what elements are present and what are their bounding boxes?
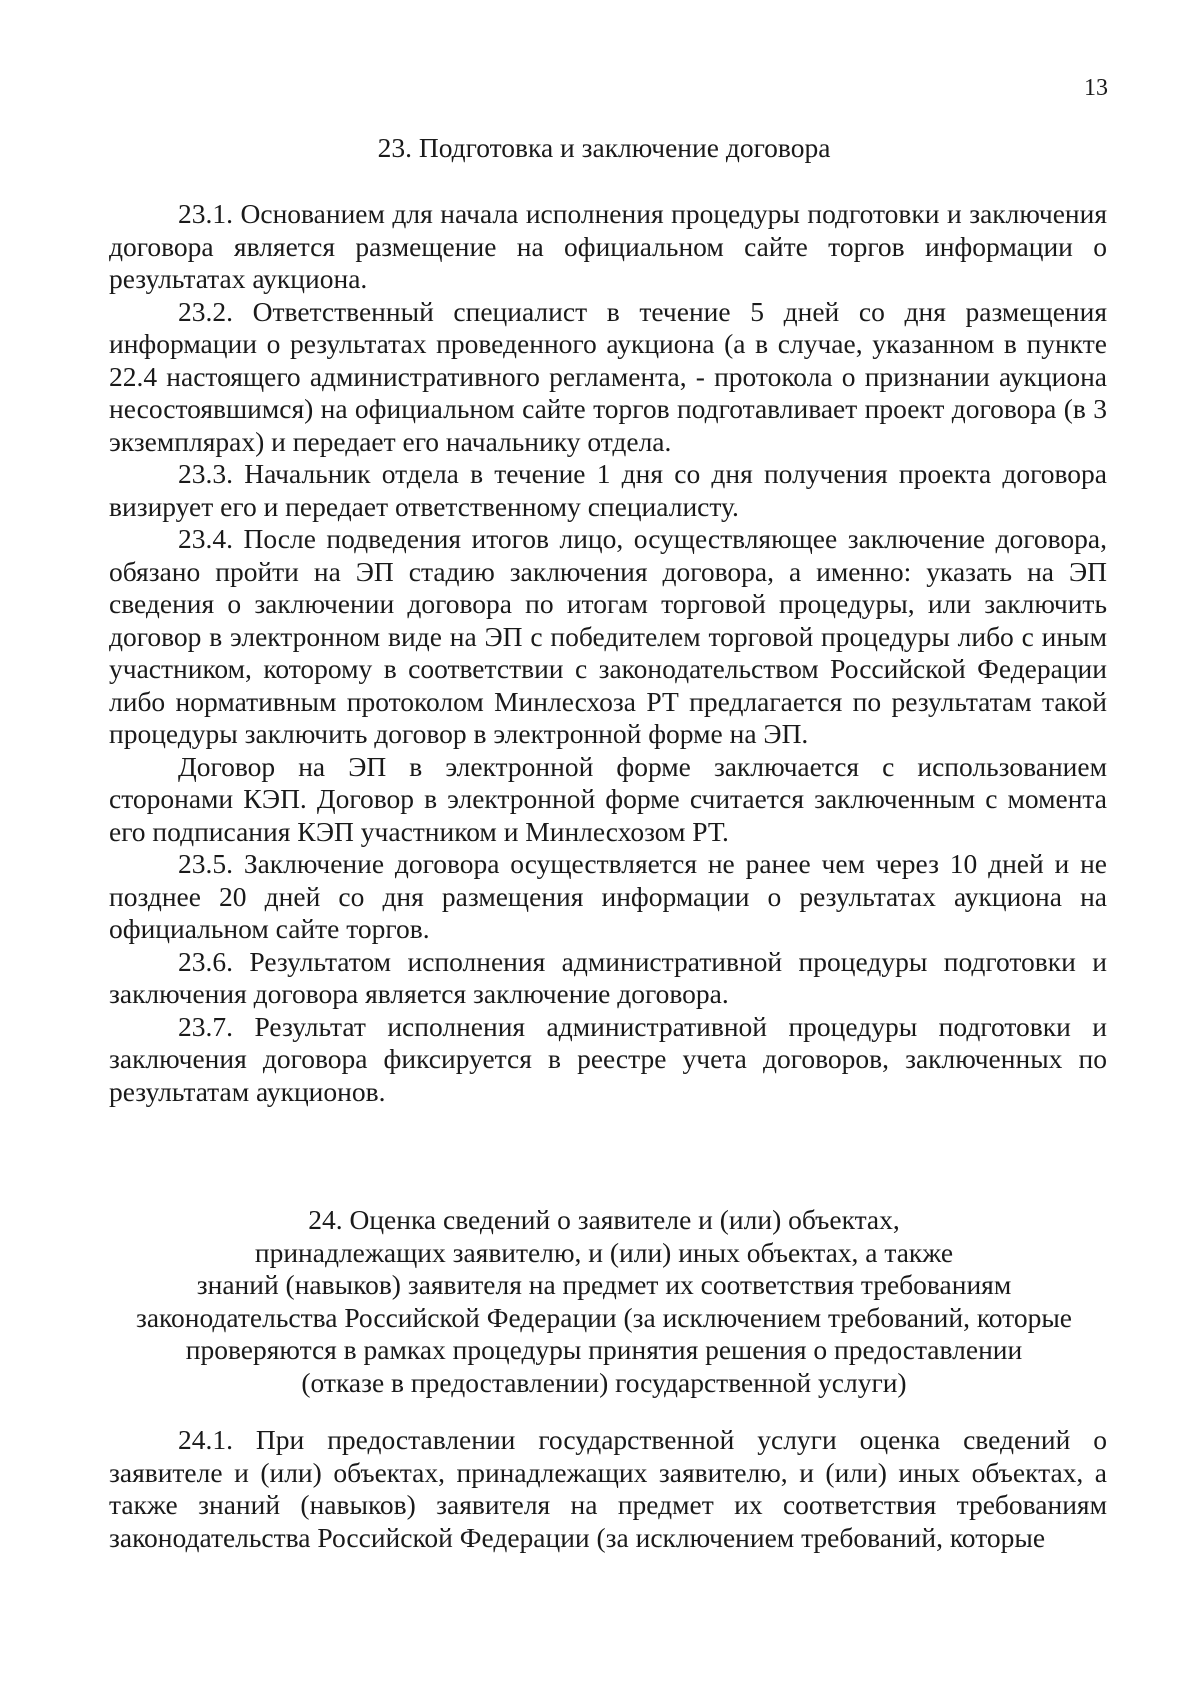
paragraph-23-4: 23.4. После подведения итогов лицо, осуществляющее заключение договора, обязано пройти на ЭП стадию заключения договора, а именно: указать на ЭП сведения о заключении договора по итогам торговой процедуры, или заключить договор в электронном виде на ЭП с победителем торговой процедуры либо с иным участником, которому в соответствии с законодательством Российской Федерации либо нормативным протоколом Минлесхоза РТ предлагается по результатам такой процедуры заключить договор в электронной форме на ЭП. xyxy=(109,523,1107,749)
paragraph-24-1: 24.1. При предоставлении государственной услуги оценка сведений о заявителе и (или) объектах, принадлежащих заявителю, и (или) иных объектах, а также знаний (навыков) заявителя на предмет их соответствия требованиям законодательства Российской Федерации (за исключением требований, которые xyxy=(109,1424,1107,1553)
paragraph-23-7: 23.7. Результат исполнения административной процедуры подготовки и заключения договора фиксируется в реестре учета договоров, заключенных по результатам аукционов. xyxy=(109,1010,1107,1107)
paragraph-23-2: 23.2. Ответственный специалист в течение 5 дней со дня размещения информации о результатах проведенного аукциона (а в случае, указанном в пункте 22.4 настоящего административного регламента, - протокола о признании аукциона несостоявшимся) на официальном сайте торгов подготавливает проект договора (в 3 экземплярах) и передает его начальнику отдела. xyxy=(109,295,1107,457)
section-23-title: 23. Подготовка и заключение договора xyxy=(377,132,831,163)
section-24-body xyxy=(109,1424,1107,1554)
paragraph-23-3: 23.3. Начальник отдела в течение 1 дня со дня получения проекта договора визирует его и передает ответственному специалисту. xyxy=(109,458,1107,522)
section-24-title-line: проверяются в рамках процедуры принятия решения о предоставлении xyxy=(185,1334,1023,1365)
paragraph-23-5: 23.5. Заключение договора осуществляется не ранее чем через 10 дней и не позднее 20 дней со дня размещения информации о результатах аукциона на официальном сайте торгов. xyxy=(109,848,1107,944)
section-24-title-line: законодательства Российской Федерации (за исключением требований, которые xyxy=(135,1301,1073,1333)
page-number: 13 xyxy=(1084,75,1108,101)
section-24-title-line: 24. Оценка сведений о заявителе и (или) объектах, xyxy=(308,1204,900,1235)
paragraph-23-6: 23.6. Результатом исполнения административной процедуры подготовки и заключения договора является заключение договора. xyxy=(109,945,1107,1009)
section-23-body xyxy=(109,198,1107,1108)
section-24-title-line: принадлежащих заявителю, и (или) иных объектах, а также xyxy=(254,1236,954,1268)
paragraph-23-1: 23.1. Основанием для начала исполнения процедуры подготовки и заключения договора является размещение на официальном сайте торгов информации о результатах аукциона. xyxy=(109,198,1107,294)
section-24-title xyxy=(100,1204,1108,1399)
section-24-title-line: знаний (навыков) заявителя на предмет их соответствия требованиям xyxy=(196,1269,1012,1300)
section-24-title-line: (отказе в предоставлении) государственной услуги) xyxy=(301,1366,907,1398)
paragraph-23-4-contract: Договор на ЭП в электронной форме заключается с использованием сторонами КЭП. Договор в электронной форме считается заключенным с момента его подписания КЭП участником и Минлесхозом РТ. xyxy=(109,750,1107,847)
